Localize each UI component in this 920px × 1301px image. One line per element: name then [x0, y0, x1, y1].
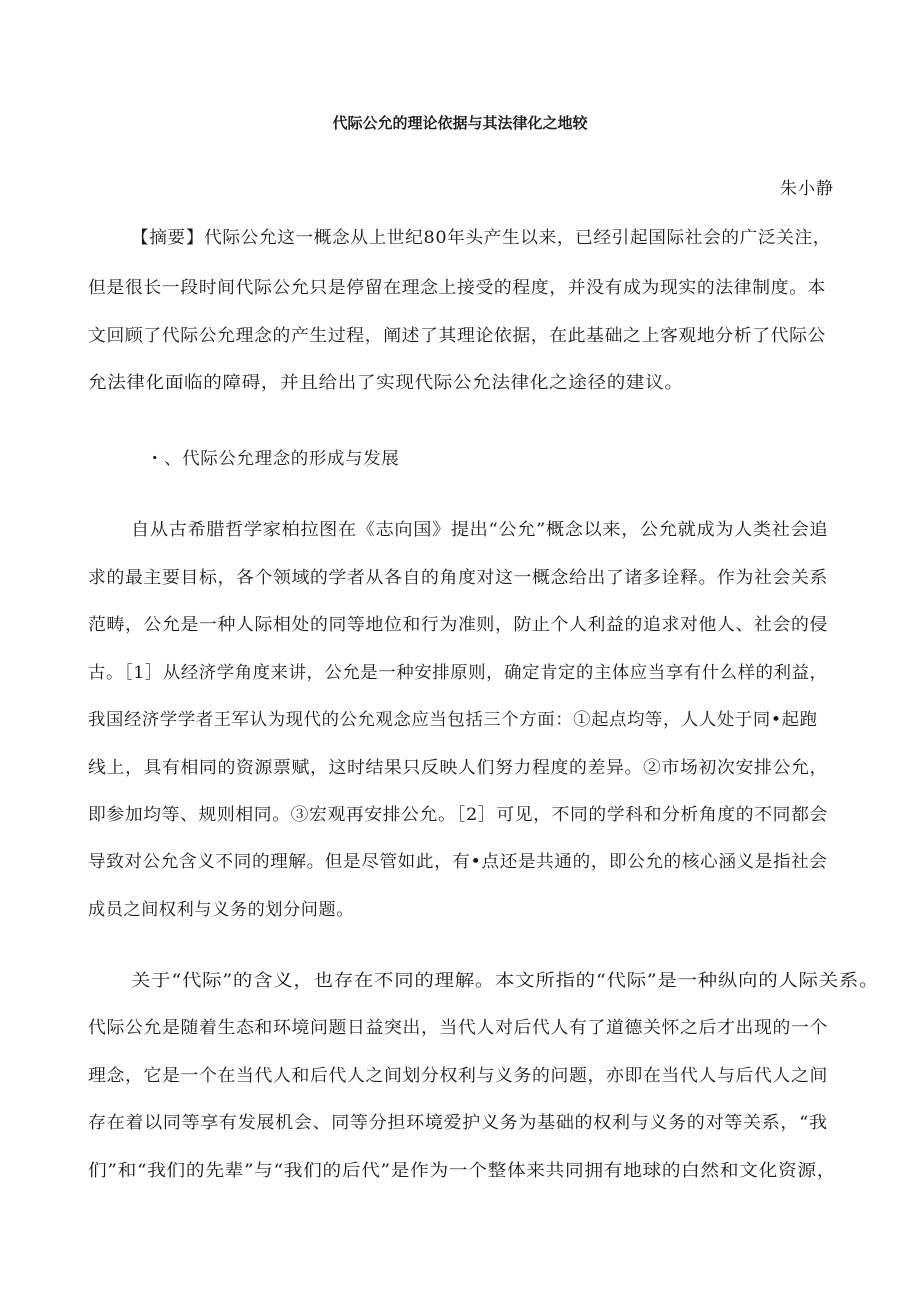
- author-name: 朱小静: [780, 179, 834, 199]
- body-text-line: 代际公允是随着生态和环境问题日益突出，当代人对后代人有了道德关怀之后才出现的一个: [88, 1018, 828, 1038]
- body-text-line: 求的最主要目标，各个领域的学者从各自的角度对这一概念给出了诸多诠释。作为社会关系: [88, 568, 828, 588]
- body-text-line: 【摘要】代际公允这一概念从上世纪80年头产生以来，已经引起国际社会的广泛关注，: [131, 228, 832, 248]
- body-text-line: 我国经济学学者王军认为现代的公允观念应当包括三个方面：①起点均等，人人处于同•起跑: [88, 710, 818, 730]
- body-text-line: 理念，它是一个在当代人和后代人之间划分权利与义务的问题，亦即在当代人与后代人之间: [88, 1066, 828, 1086]
- section-heading: ・、代际公允理念的形成与发展: [146, 449, 400, 469]
- body-text-line: 自从古希腊哲学家柏拉图在《志向国》提出“公允”概念以来，公允就成为人类社会追: [131, 520, 829, 540]
- body-text-line: 即参加均等、规则相同。③宏观再安排公允。［2］可见，不同的学科和分析角度的不同都会: [88, 805, 828, 825]
- body-text-line: 但是很长一段时间代际公允只是停留在理念上接受的程度，并没有成为现实的法律制度。本: [88, 278, 826, 298]
- body-text-line: 线上，具有相同的资源票赋，这时结果只反映人们努力程度的差异。②市场初次安排公允，: [88, 758, 828, 778]
- body-text-line: 存在着以同等享有发展机会、同等分担环境爱护义务为基础的权利与义务的对等关系，“我: [88, 1113, 828, 1133]
- document-title: 代际公允的理论依据与其法律化之地较: [332, 114, 588, 132]
- body-text-line: 允法律化面临的障碍，并且给出了实现代际公允法律化之途径的建议。: [88, 373, 684, 393]
- body-text-line: 成员之间权利与义务的划分问题。: [88, 900, 354, 920]
- body-text-line: 古。［1］从经济学角度来讲，公允是一种安排原则，确定肯定的主体应当享有什么样的利益，: [88, 663, 828, 683]
- body-text-line: 文回顾了代际公允理念的产生过程，阐述了其理论依据，在此基础之上客观地分析了代际公: [88, 326, 826, 346]
- body-text-line: 关于“代际”的含义，也存在不同的理解。本文所指的“代际”是一种纵向的人际关系。: [131, 971, 880, 991]
- body-text-line: 们”和“我们的先辈”与“我们的后代”是作为一个整体来共同拥有地球的白然和文化资源，: [88, 1161, 837, 1181]
- body-text-line: 范畴，公允是一种人际相处的同等地位和行为准则，防止个人利益的追求对他人、社会的侵: [88, 615, 828, 635]
- body-text-line: 导致对公允含义不同的理解。但是尽管如此，有•点还是共通的，即公允的核心涵义是指社会: [88, 852, 828, 872]
